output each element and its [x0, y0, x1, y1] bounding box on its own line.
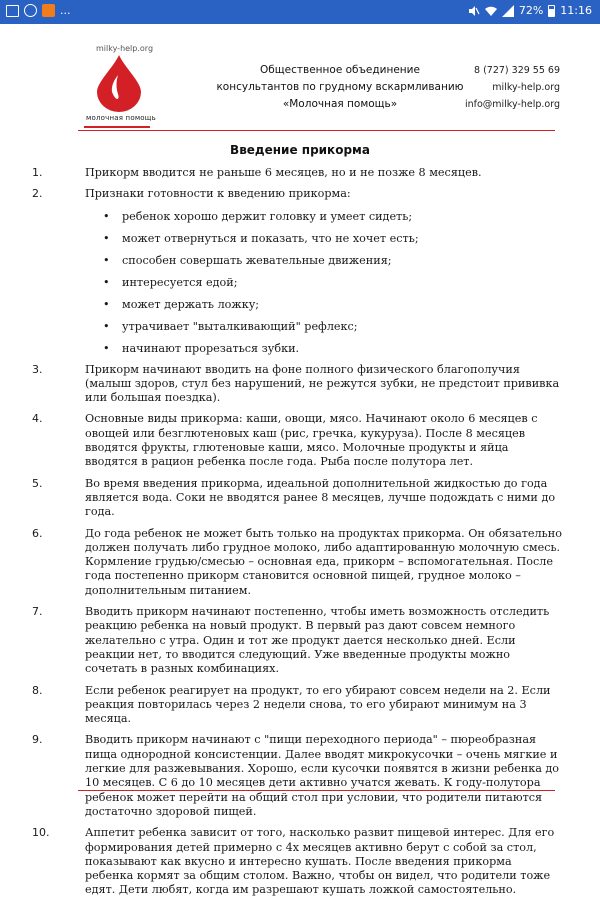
item-text: До года ребенок не может быть только на продуктах прикорма. Он обязательно должен получать либо грудное молоко, либо адаптированную молочную смесь. Кормление грудью/смесью – основная еда, прикорм – вспомогательная. После года постепенно прикорм становится основной пищей, грудное молоко – дополнительным питанием.: [85, 526, 562, 597]
list-item: [32, 605, 562, 676]
milk-drop-logo-icon: [95, 54, 143, 112]
item-number: 1.: [32, 166, 43, 179]
logo-underline: [84, 126, 150, 128]
item-text: Вводить прикорм начинают постепенно, чтобы иметь возможность отследить реакцию ребенка на новый продукт. В первый раз дают совсем немного желательно с утра. Один и тот же продукт дается несколько дней. Если реакции нет, то вводится следующий. Уже введенные продукты можно сочетать в разных комбинациях.: [85, 605, 550, 676]
bullet-item: • интересуется едой;: [85, 276, 562, 290]
clock: 11:16: [560, 4, 592, 17]
status-right: [468, 4, 592, 17]
org-line: консультантов по грудному вскармливанию: [216, 81, 464, 93]
email-link[interactable]: info@milky-help.org: [464, 99, 560, 110]
battery-percent: 72%: [518, 4, 544, 17]
item-number: 2.: [32, 187, 43, 201]
gallery-icon: [6, 5, 19, 17]
bullet-item: • ребенок хорошо держит головку и умеет сидеть;: [85, 210, 562, 224]
list-item: [32, 412, 562, 469]
contacts-block: [465, 62, 560, 113]
item-text: Основные виды прикорма: каши, овощи, мясо. Начинают около 6 месяцев с овощей или безглютеновых каш (рис, гречка, кукуруза). После 8 месяцев вводятся фрукты, глютеновые каши, мясо. Молочные продукты и яйца вводятся в рацион ребенка после года. Рыба после полутора лет.: [85, 412, 538, 469]
status-left: [6, 4, 71, 17]
item-text: Во время введения прикорма, идеальной дополнительной жидкостью до года является вода. Соки не вводятся ранее 8 месяцев, лучше подождать с ними до года.: [85, 476, 556, 519]
more-notifications: ...: [60, 4, 71, 17]
odnoklassniki-icon: [42, 4, 55, 17]
bullet-item: • может держать ложку;: [85, 298, 562, 312]
guidelines-list: [32, 166, 562, 905]
org-line: «Молочная помощь»: [282, 98, 398, 110]
phone-number[interactable]: 8 (727) 329 55 69: [474, 65, 560, 76]
signal-icon: [502, 5, 514, 17]
wifi-icon: [485, 5, 497, 17]
bullet-item: • утрачивает "выталкивающий" рефлекс;: [85, 320, 562, 334]
website-link[interactable]: milky-help.org: [492, 82, 560, 93]
logo-site: milky-help.org: [96, 44, 154, 53]
item-number: 9.: [32, 733, 43, 747]
list-item: [32, 363, 562, 406]
header-divider: [78, 130, 555, 131]
bullet-item: • способен совершать жевательные движения;: [85, 254, 562, 268]
list-item: [32, 684, 562, 727]
list-item: [32, 187, 562, 355]
status-bar: [0, 0, 600, 24]
org-line: Общественное объединение: [260, 64, 420, 76]
item-number: 3.: [32, 362, 43, 376]
item-number: 4.: [32, 412, 43, 426]
item-text: Вводить прикорм начинают с "пищи переходного периода" – пюреобразная пища однородной консистенции. Далее вводят микрокусочки – очень мягкие и легкие для разжевывания. Хорошо, если кусочки появятся в жизни ребенка до 10 месяцев. С 6 до 10 месяцев дети активно учатся жевать. К году-полутора ребенок может перейти на общий стол при условии, что родители питаются достаточно здоровой пищей.: [85, 733, 560, 818]
item-text: Если ребенок реагирует на продукт, то его убирают совсем недели на 2. Если реакция повторилась через 2 недели снова, то его убирают минимум на 3 месяца.: [85, 683, 551, 726]
whatsapp-icon: [24, 4, 37, 17]
list-item: [32, 733, 562, 819]
item-number: 10.: [32, 826, 50, 840]
item-number: 7.: [32, 605, 43, 619]
mute-icon: [468, 5, 480, 17]
list-item: [32, 166, 562, 180]
list-item: [32, 477, 562, 520]
item-text: Признаки готовности к введению прикорма:: [85, 187, 351, 201]
item-number: 5.: [32, 476, 43, 490]
footer-divider: [78, 790, 555, 791]
readiness-signs-list: [85, 210, 562, 356]
item-body: [85, 187, 562, 355]
bullet-item: • может отвернуться и показать, что не хочет есть;: [85, 232, 562, 246]
item-text: Аппетит ребенка зависит от того, насколько развит пищевой интерес. Для его формирования детей примерно с 4х месяцев активно берут с собой за стол, показывают как вкусно и интересно кушать. После введения прикорма ребенка кормят за общим столом. Важно, чтобы он видел, что родители тоже едят. Дети любят, когда им разрешают кушать ложкой самостоятельно.: [85, 826, 555, 897]
logo-caption: молочная помощь: [86, 114, 156, 122]
battery-icon: [548, 5, 555, 17]
organization-name: [190, 62, 490, 113]
list-item: [32, 826, 562, 897]
item-number: 6.: [32, 526, 43, 540]
item-text: Прикорм начинают вводить на фоне полного физического благополучия (малыш здоров, стул без нарушений, не режутся зубки, не предстоит прививка или большая поездка).: [85, 362, 560, 405]
item-text: Прикорм вводится не раньше 6 месяцев, но и не позже 8 месяцев.: [85, 166, 482, 179]
list-item: [32, 527, 562, 598]
item-number: 8.: [32, 683, 43, 697]
bullet-item: • начинают прорезаться зубки.: [85, 342, 562, 356]
page-title: Введение прикорма: [230, 143, 370, 157]
